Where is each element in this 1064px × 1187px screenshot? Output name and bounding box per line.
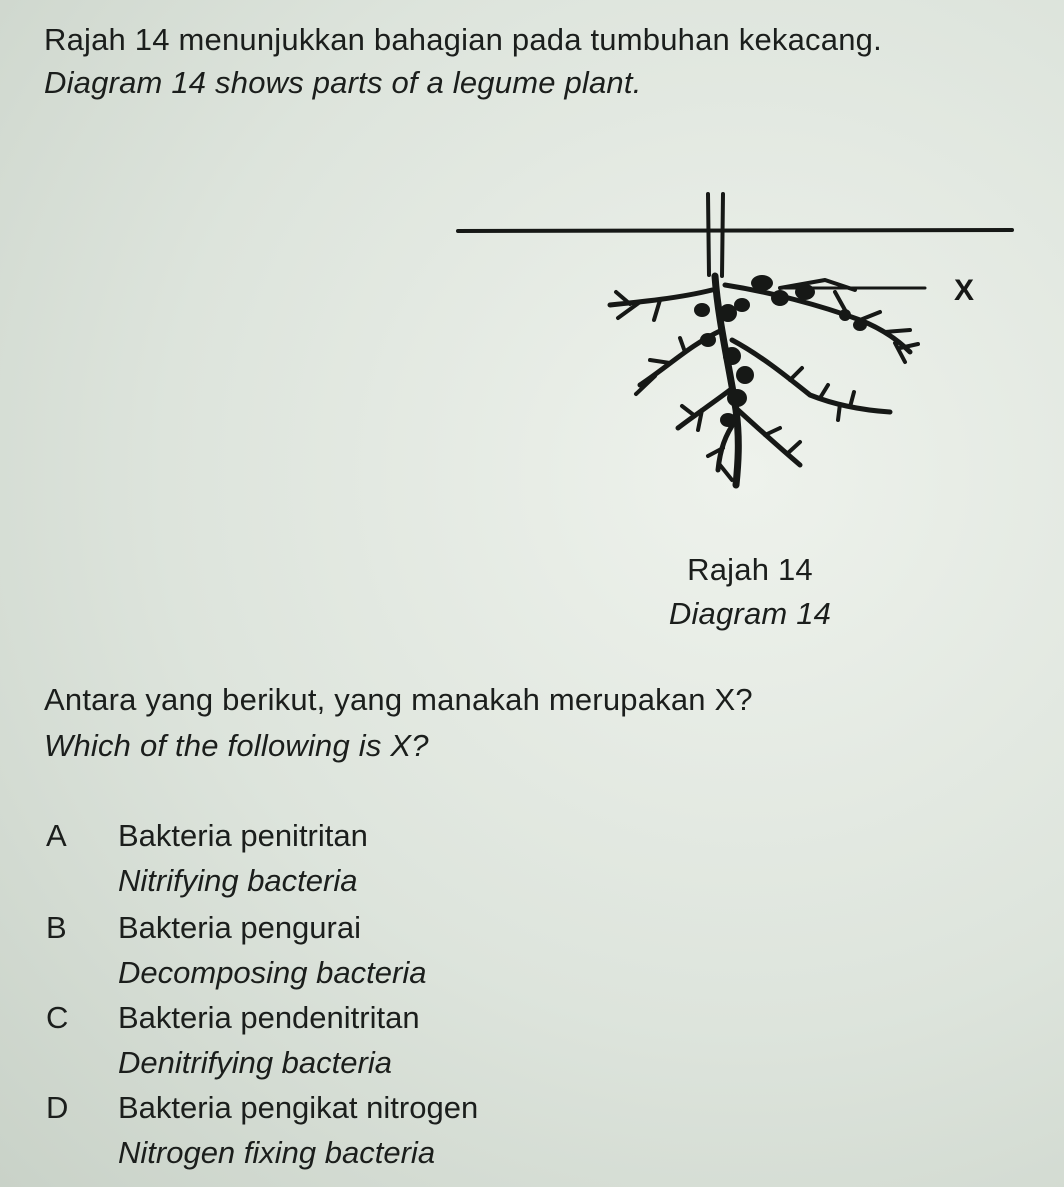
option-c-english: Denitrifying bacteria bbox=[118, 1045, 392, 1080]
option-b-malay: Bakteria pengurai bbox=[118, 910, 361, 945]
option-d-english: Nitrogen fixing bacteria bbox=[118, 1135, 436, 1170]
option-b-english: Decomposing bacteria bbox=[118, 955, 427, 990]
stem bbox=[708, 194, 723, 276]
option-c-malay: Bakteria pendenitritan bbox=[118, 1000, 420, 1035]
legume-root-diagram bbox=[440, 180, 1040, 510]
option-a-letter: A bbox=[46, 818, 67, 853]
question-english: Which of the following is X? bbox=[44, 728, 429, 763]
option-d-malay: Bakteria pengikat nitrogen bbox=[118, 1090, 479, 1125]
label-x: X bbox=[954, 274, 975, 307]
soil-surface-line bbox=[458, 230, 1012, 231]
intro-malay: Rajah 14 menunjukkan bahagian pada tumbuhan kekacang. bbox=[44, 22, 882, 57]
option-d-letter: D bbox=[46, 1090, 69, 1125]
intro-english: Diagram 14 shows parts of a legume plant. bbox=[44, 65, 642, 100]
option-c-letter: C bbox=[46, 1000, 69, 1035]
diagram-caption-english: Diagram 14 bbox=[668, 596, 832, 631]
option-b-letter: B bbox=[46, 910, 67, 945]
question-malay: Antara yang berikut, yang manakah merupakan X? bbox=[44, 682, 753, 717]
option-a-malay: Bakteria penitritan bbox=[118, 818, 368, 853]
option-a-english: Nitrifying bacteria bbox=[118, 863, 358, 898]
diagram-caption-malay: Rajah 14 bbox=[687, 552, 813, 587]
